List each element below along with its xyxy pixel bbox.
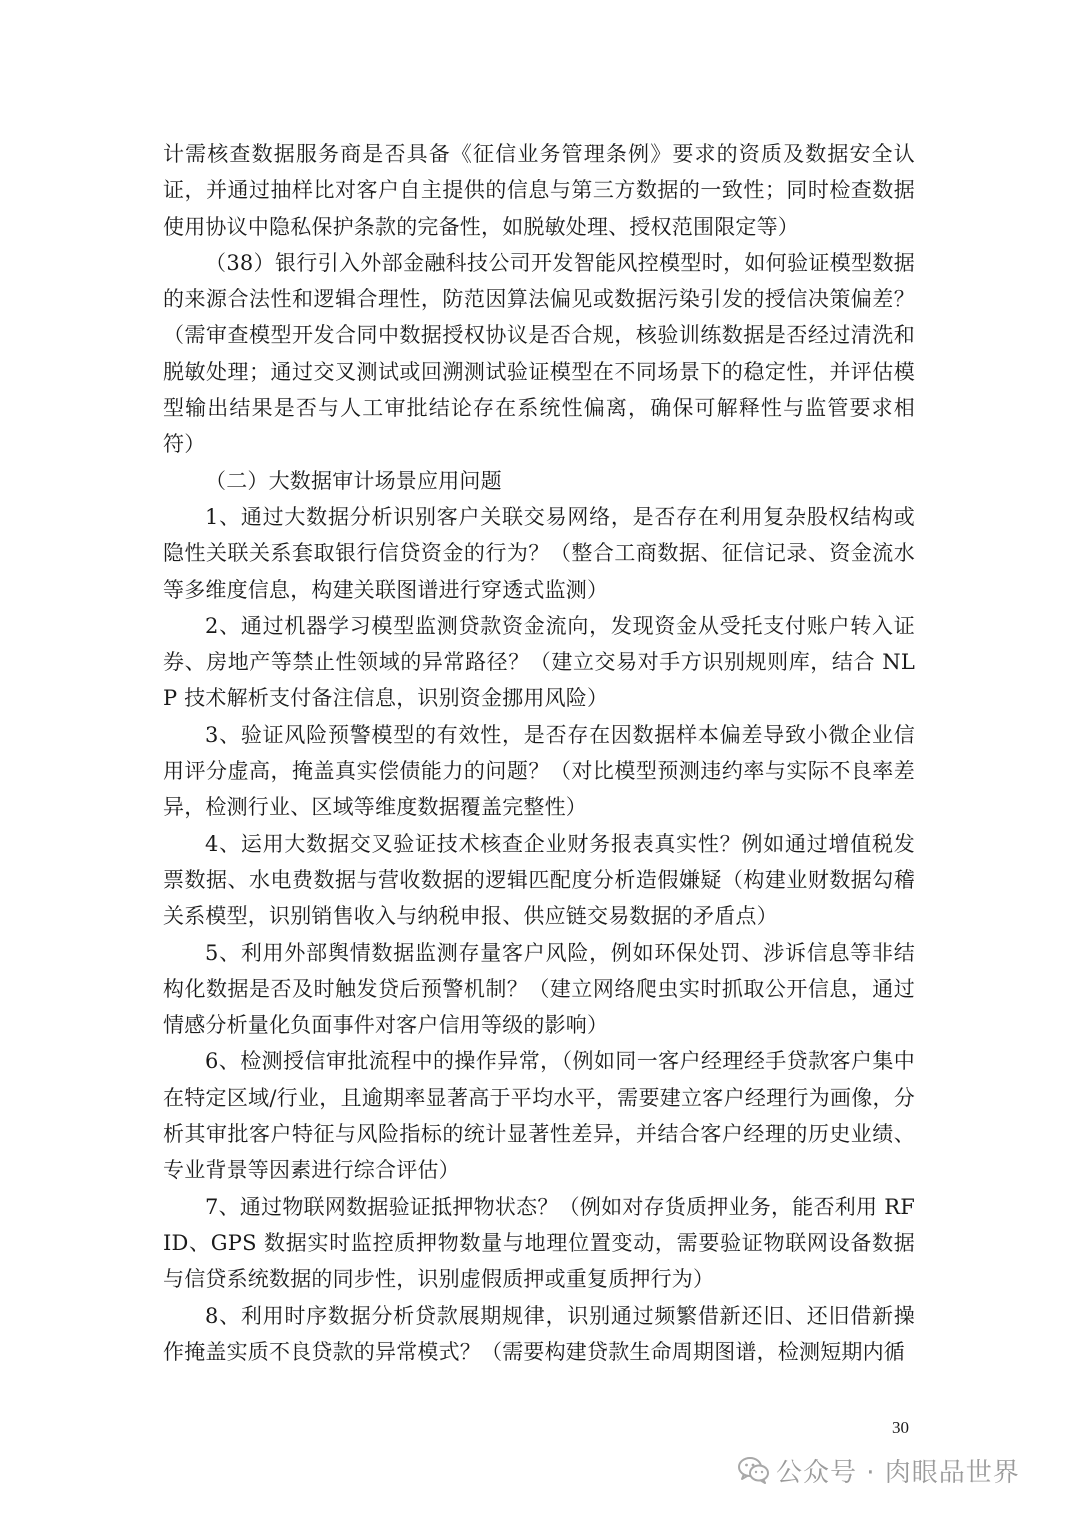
watermark-text: 公众号 · 肉眼品世界 [776, 1457, 1020, 1488]
paragraph-item-4: 4、运用大数据交叉验证技术核查企业财务报表真实性？例如通过增值税发票数据、水电费数据与营收数据的逻辑匹配度分析造假嫌疑（构建业财数据勾稽关系模型，识别销售收入与纳税申报、供应链交易数据的矛盾点） [163, 831, 915, 929]
paragraph-item-1: 1、通过大数据分析识别客户关联交易网络，是否存在利用复杂股权结构或隐性关联关系套取银行信贷资金的行为？（整合工商数据、征信记录、资金流水等多维度信息，构建关联图谱进行穿透式监测） [163, 504, 915, 602]
paragraph-item-5: 5、利用外部舆情数据监测存量客户风险，例如环保处罚、涉诉信息等非结构化数据是否及时触发贷后预警机制？（建立网络爬虫实时抓取公开信息，通过情感分析量化负面事件对客户信用等级的影响） [163, 940, 915, 1038]
page-number: 30 [892, 1418, 909, 1437]
paragraph-question-38: （38）银行引入外部金融科技公司开发智能风控模型时，如何验证模型数据的来源合法性和逻辑合理性，防范因算法偏见或数据污染引发的授信决策偏差？（需审查模型开发合同中数据授权协议是否合规，核验训练数据是否经过清洗和脱敏处理；通过交叉测试或回溯测试验证模型在不同场景下的稳定性，并评估模型输出结果是否与人工审批结论存在系统性偏离，确保可解释性与监管要求相符） [163, 250, 915, 457]
paragraph-item-3: 3、验证风险预警模型的有效性，是否存在因数据样本偏差导致小微企业信用评分虚高，掩盖真实偿债能力的问题？（对比模型预测违约率与实际不良率差异，检测行业、区域等维度数据覆盖完整性） [163, 722, 915, 820]
document-body [163, 136, 915, 1370]
paragraph-item-2: 2、通过机器学习模型监测贷款资金流向，发现资金从受托支付账户转入证券、房地产等禁止性领域的异常路径？（建立交易对手方识别规则库，结合 NLP 技术解析支付备注信息，识别资金挪用风险） [163, 613, 915, 711]
watermark [738, 1449, 1020, 1491]
wechat-logo-icon [738, 1456, 770, 1484]
paragraph-item-8: 8、利用时序数据分析贷款展期规律，识别通过频繁借新还旧、还旧借新操作掩盖实质不良贷款的异常模式？（需要构建贷款生命周期图谱，检测短期内循 [163, 1303, 915, 1364]
section-heading: （二）大数据审计场景应用问题 [205, 468, 502, 493]
paragraph-continuation: 计需核查数据服务商是否具备《征信业务管理条例》要求的资质及数据安全认证，并通过抽样比对客户自主提供的信息与第三方数据的一致性；同时检查数据使用协议中隐私保护条款的完备性，如脱敏处理、授权范围限定等） [163, 142, 915, 239]
paragraph-item-6: 6、检测授信审批流程中的操作异常，（例如同一客户经理经手贷款客户集中在特定区域/行业，且逾期率显著高于平均水平，需要建立客户经理行为画像，分析其审批客户特征与风险指标的统计显著性差异，并结合客户经理的历史业绩、专业背景等因素进行综合评估） [163, 1049, 915, 1183]
paragraph-item-7: 7、通过物联网数据验证抵押物状态？（例如对存货质押业务，能否利用 RFID、GPS 数据实时监控质押物数量与地理位置变动，需要验证物联网设备数据与信贷系统数据的同步性，识别虚假质押或重复质押行为） [163, 1194, 915, 1292]
